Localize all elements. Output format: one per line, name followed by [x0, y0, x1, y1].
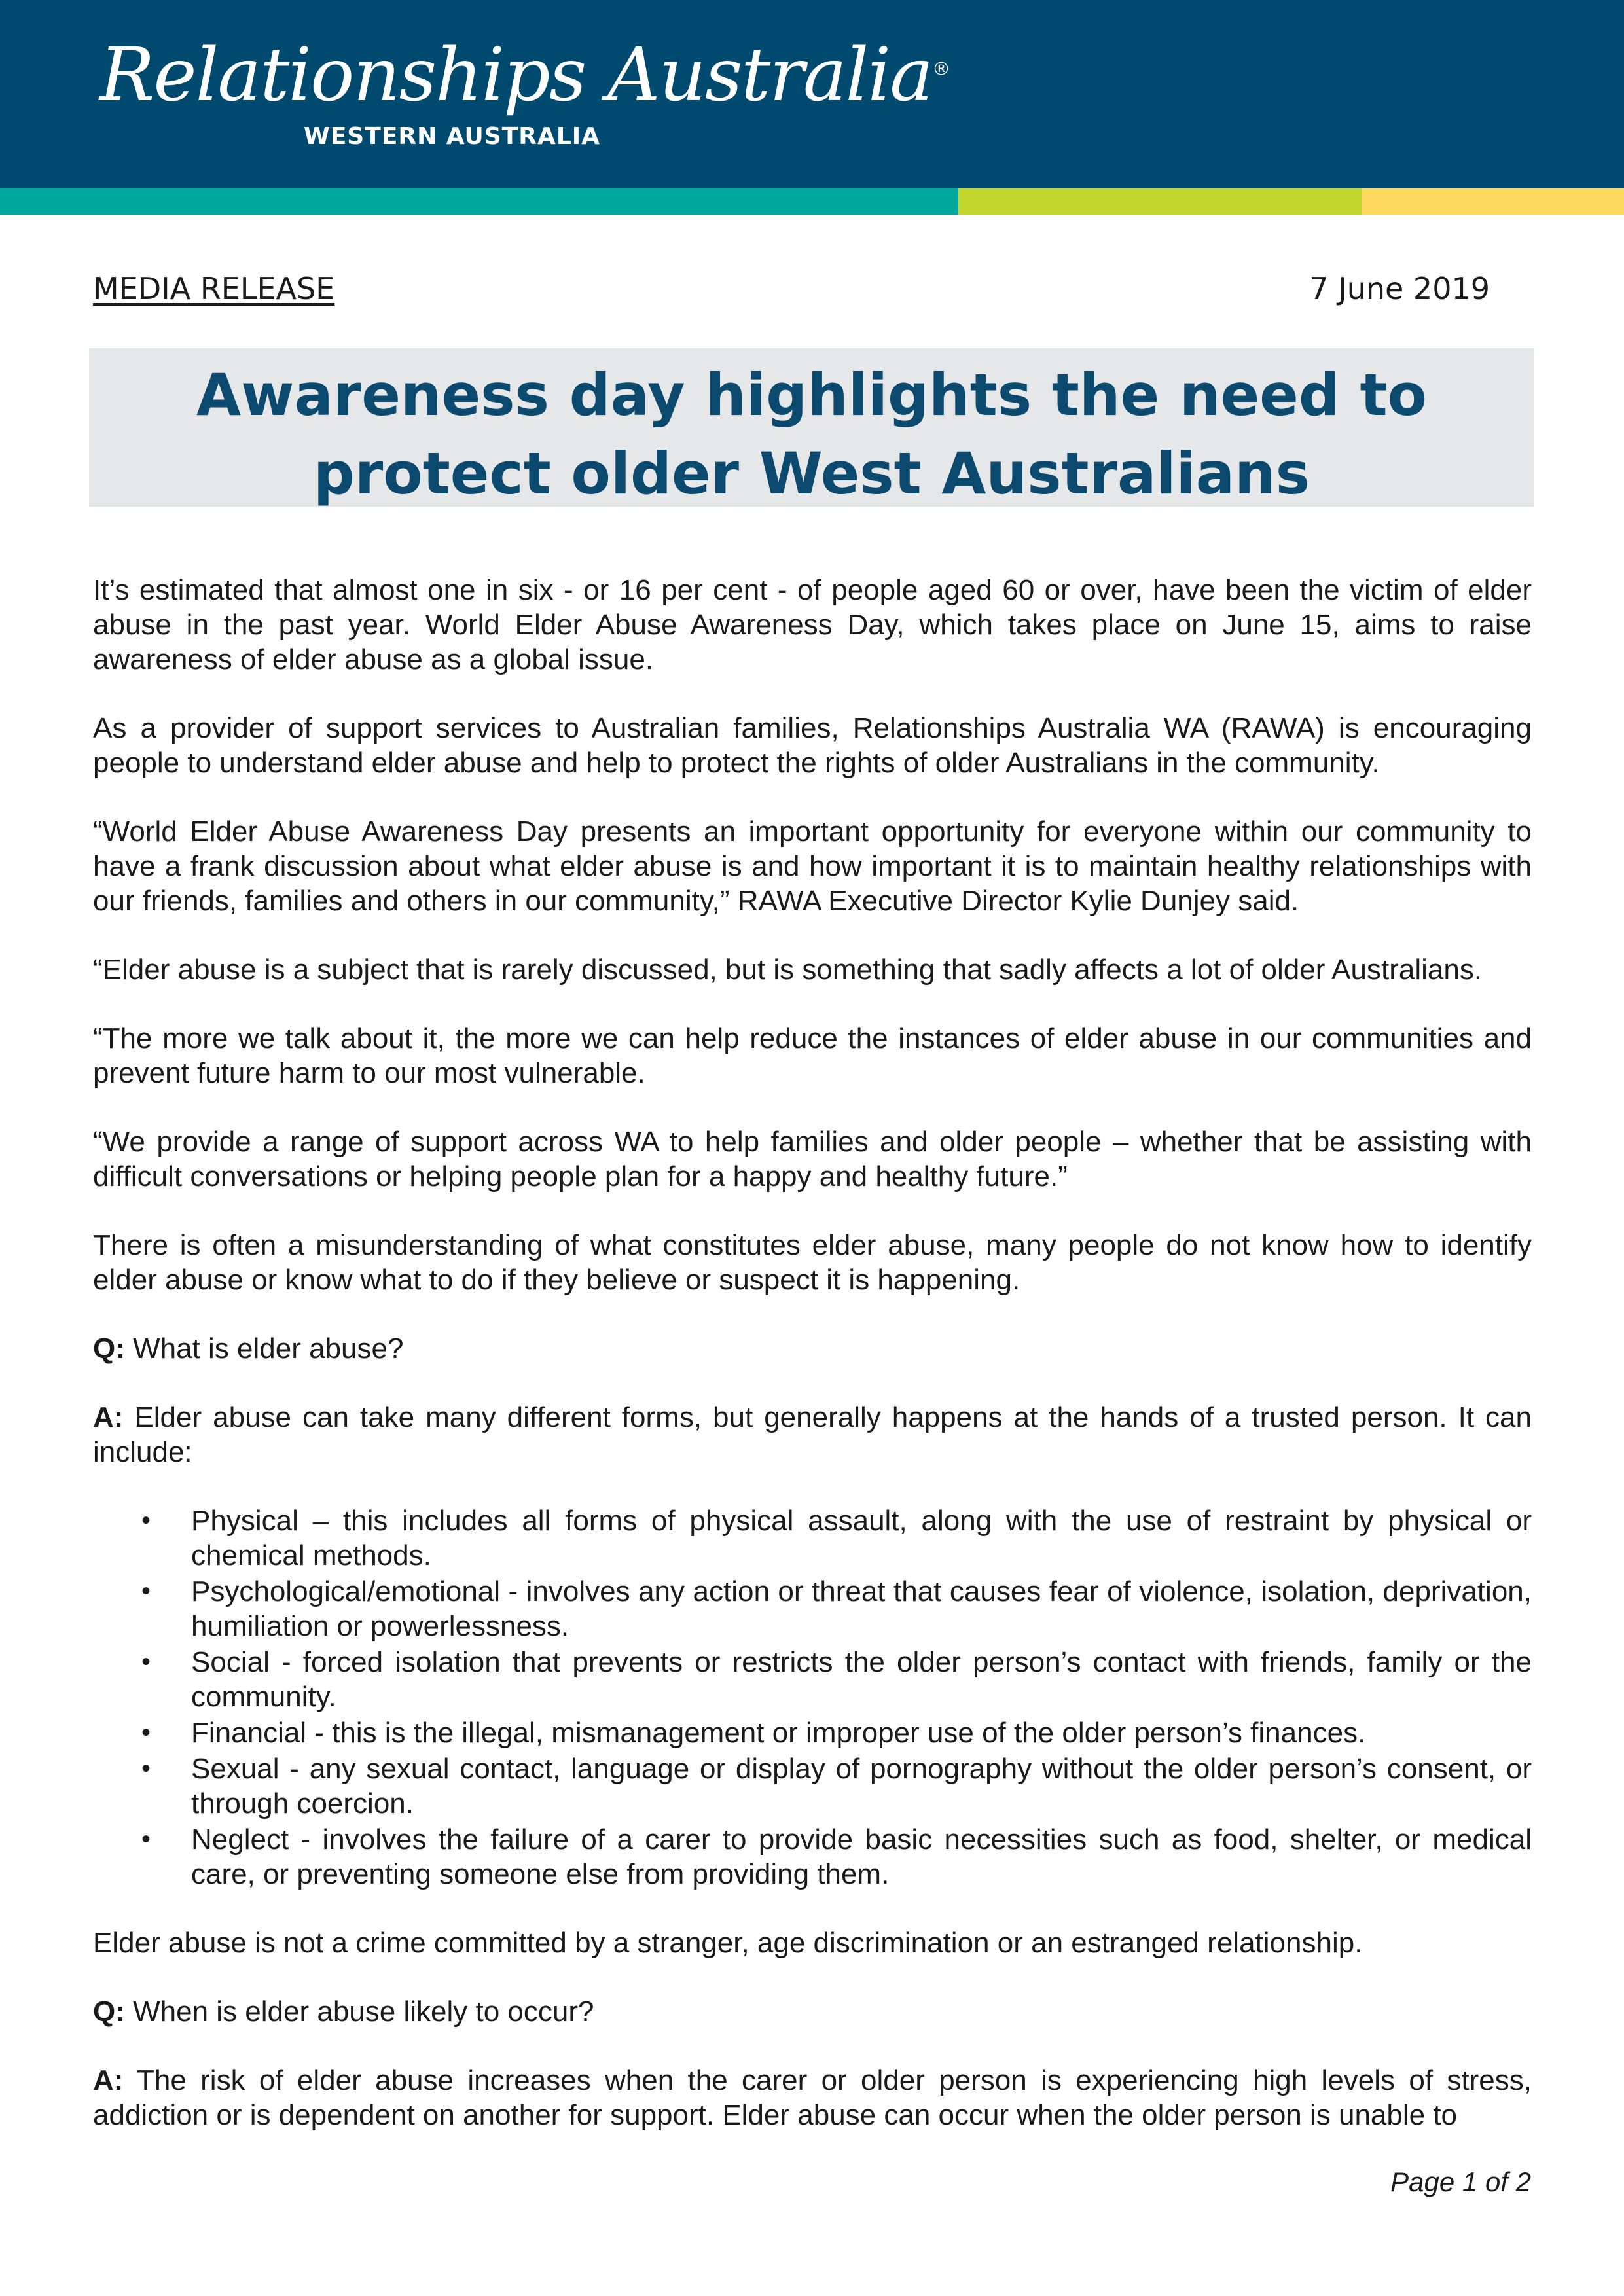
list-item: • Social - forced isolation that prevents or restricts the older person’s contact with friends, family or the community. — [141, 1646, 1532, 1713]
paragraph-intro: It’s estimated that almost one in six - or 16 per cent - of people aged 60 or over, have been the victim of elder abuse in the past year. World Elder Abuse Awareness Day, which takes place on June 15, aims to raise awareness of elder abuse as a global issue. — [93, 574, 1532, 675]
question-1-text: What is elder abuse? — [133, 1333, 404, 1365]
paragraph-quote-4: “We provide a range of support across WA to help families and older people – whether that be assisting with difficult conversations or helping people plan for a happy and healthy future.” — [93, 1126, 1532, 1193]
logo-wordmark: Relationships Australia® — [99, 33, 950, 118]
page-number: Page 1 of 2 — [1390, 2166, 1531, 2197]
a-label: A: — [93, 2064, 124, 2096]
header-banner — [0, 0, 1624, 188]
q-label: Q: — [93, 1996, 125, 2028]
bullet-icon: • — [141, 1647, 151, 1676]
answer-1 — [93, 1400, 1532, 1469]
bullet-icon: • — [141, 1718, 151, 1747]
title-box — [89, 348, 1534, 507]
paragraph-quote-1: “World Elder Abuse Awareness Day presents an important opportunity for everyone within our community to have a frank discussion about what elder abuse is and how important it is to maintain healthy relationships with our friends, families and others in our community,” RAWA Executive Director Kylie Dunjey said. — [93, 816, 1532, 917]
bullet-icon: • — [141, 1754, 151, 1783]
bullet-icon: • — [141, 1506, 151, 1535]
answer-2 — [93, 2063, 1532, 2132]
logo-registered-mark: ® — [932, 58, 950, 80]
a-label: A: — [93, 1401, 124, 1433]
accent-stripe-green — [958, 188, 1362, 215]
list-item: • Neglect - involves the failure of a carer to provide basic necessities such as food, shelter, or medical care, or preventing someone else from providing them. — [141, 1823, 1532, 1890]
release-date: 7 June 2019 — [1309, 271, 1490, 306]
question-2-text: When is elder abuse likely to occur? — [133, 1996, 594, 2028]
q-label: Q: — [93, 1333, 125, 1365]
paragraph-quote-2: “Elder abuse is a subject that is rarely discussed, but is something that sadly affects a lot of older Australians. — [93, 954, 1483, 986]
logo-subtitle: WESTERN AUSTRALIA — [304, 123, 601, 150]
paragraph-provider: As a provider of support services to Australian families, Relationships Australia WA (RAWA) is encouraging people to understand elder abuse and help to protect the rights of older Australians in the community. — [93, 712, 1532, 779]
accent-stripe-yellow — [1362, 188, 1624, 215]
list-item: • Physical – this includes all forms of physical assault, along with the use of restraint by physical or chemical methods. — [141, 1505, 1532, 1571]
document-body — [93, 573, 1532, 2166]
page-title: Awareness day highlights the need to protect older West Australians — [196, 361, 1427, 507]
list-item: • Psychological/emotional - involves any action or threat that causes fear of violence, isolation, deprivation, humiliation or powerlessness. — [141, 1575, 1532, 1642]
paragraph-quote-3: “The more we talk about it, the more we can help reduce the instances of elder abuse in our communities and prevent future harm to our most vulnerable. — [93, 1022, 1532, 1089]
list-item: • Sexual - any sexual contact, language or display of pornography without the older person’s consent, or through coercion. — [141, 1753, 1532, 1820]
answer-1-text: Elder abuse can take many different forms, but generally happens at the hands of a trusted person. It can include: — [93, 1401, 1532, 1468]
bullet-icon: • — [141, 1577, 151, 1605]
question-2 — [93, 1994, 1532, 2029]
bullet-icon: • — [141, 1825, 151, 1854]
abuse-types-list — [93, 1503, 1532, 1892]
question-1 — [93, 1331, 1532, 1366]
list-item: • Financial - this is the illegal, mismanagement or improper use of the older person’s finances. — [141, 1717, 1366, 1749]
paragraph-misunderstanding: There is often a misunderstanding of what constitutes elder abuse, many people do not know how to identify elder abuse or know what to do if they believe or suspect it is happening. — [93, 1229, 1532, 1296]
release-line — [93, 271, 1490, 310]
media-release-label: MEDIA RELEASE — [93, 271, 335, 306]
answer-2-text: The risk of elder abuse increases when the carer or older person is experiencing high levels of stress, addiction or is dependent on another for support. Elder abuse can occur when the older person is unable to — [93, 2064, 1532, 2131]
accent-stripe-teal — [0, 188, 958, 215]
paragraph-not-crime: Elder abuse is not a crime committed by a stranger, age discrimination or an estranged relationship. — [93, 1927, 1363, 1959]
